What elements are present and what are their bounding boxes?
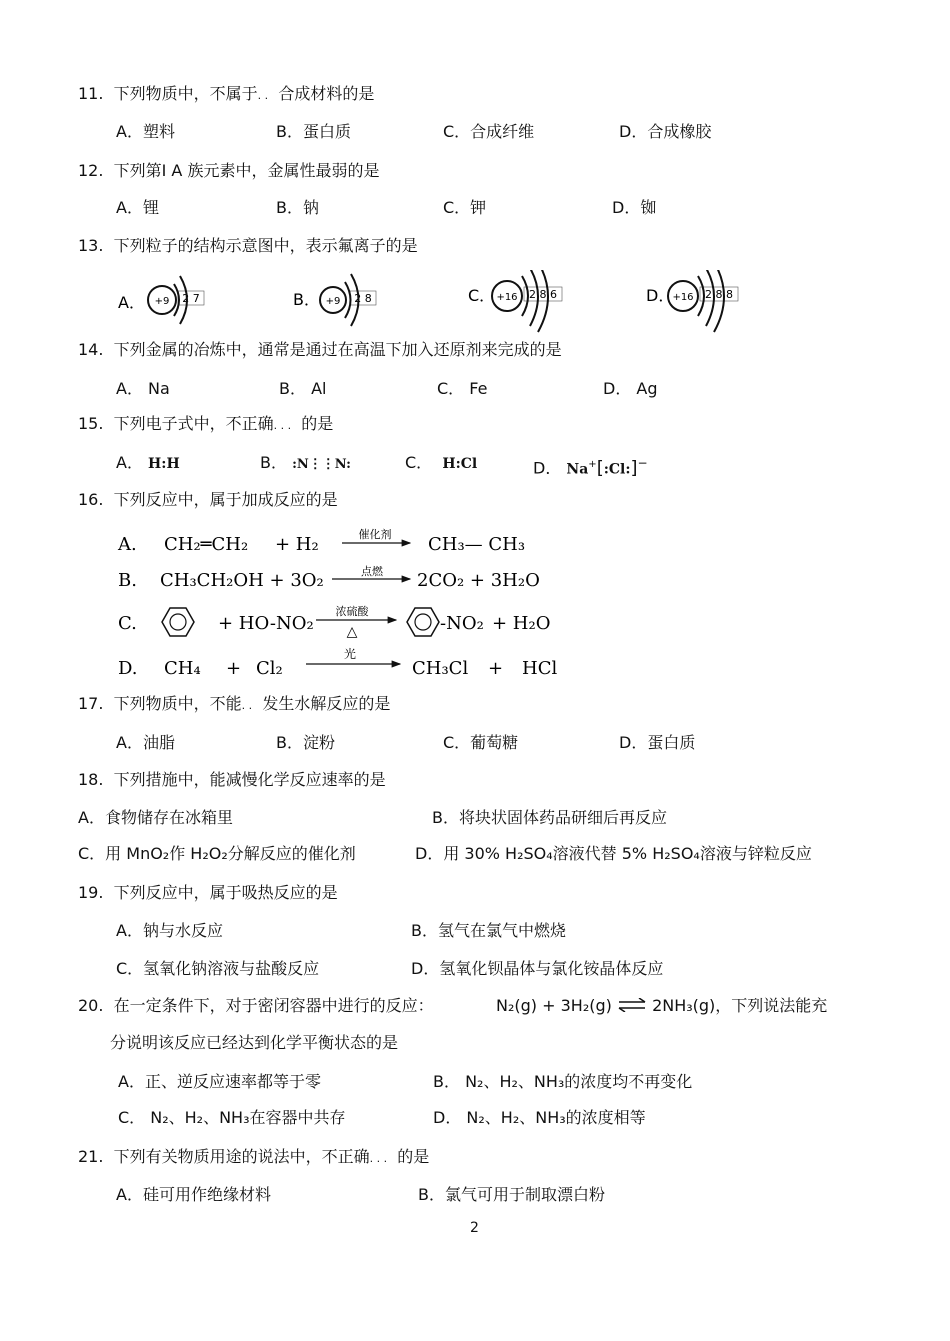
products: 2CO₂ + 3H₂O	[417, 570, 540, 591]
option-a: A．硅可用作绝缘材料	[116, 1185, 271, 1204]
question-15-stem: 15. 下列电子式中，不正确. . . 的是	[78, 414, 334, 433]
question-20-stem: 20. 在一定条件下，对于密闭容器中进行的反应：	[78, 996, 434, 1015]
shell-electrons: 2 7	[182, 292, 200, 305]
nucleus-charge: +9	[154, 296, 170, 307]
question-12-stem: 12. 下列第Ⅰ A 族元素中，金属性最弱的是	[78, 161, 380, 180]
emphasis-dots: . . .	[273, 419, 292, 432]
option-c: C． N₂、H₂、NH₃在容器中共存	[118, 1108, 346, 1127]
option-c: C．合成纤维	[443, 122, 535, 141]
condition-sulfuric-acid: 浓硫酸	[335, 605, 369, 618]
nucleus-charge: +16	[496, 292, 518, 303]
product-chloromethane: CH₃Cl	[412, 658, 469, 679]
option-d-label: D．	[646, 286, 675, 305]
fluoride-ion-diagram	[320, 274, 376, 326]
option-d: D．蛋白质	[619, 733, 696, 752]
fluorine-atom-diagram	[148, 276, 204, 324]
emphasis-dots: . .	[241, 699, 253, 712]
option-c: C． Fe	[437, 379, 488, 398]
option-d: D． Ag	[603, 379, 658, 398]
nitrobenzene-ring-icon	[407, 608, 439, 636]
shell-electrons: 2 8 6	[529, 288, 557, 301]
reactant-methane: CH₄	[164, 658, 201, 679]
reactant-nitric-acid: + HO-NO₂	[218, 613, 314, 634]
question-16-stem: 16. 下列反应中，属于加成反应的是	[78, 490, 338, 509]
option-b: B．氢气在氯气中燃烧	[411, 921, 566, 940]
option-a: A．锂	[116, 198, 159, 217]
reactant-ethylene: CH₂═CH₂	[164, 534, 249, 555]
nucleus-charge: +16	[672, 292, 694, 303]
product-water: + H₂O	[492, 613, 551, 634]
option-b: B．钠	[276, 198, 319, 217]
option-b-label: B．	[293, 290, 320, 309]
question-21-stem: 21. 下列有关物质用途的说法中，不正确. . . 的是	[78, 1147, 430, 1166]
benzene-ring-icon	[162, 608, 194, 636]
option-c-label: C．	[468, 286, 496, 305]
option-a: A．油脂	[116, 733, 175, 752]
option-a-label: A.	[118, 534, 137, 555]
option-a: A．钠与水反应	[116, 921, 223, 940]
option-a-label: A．	[118, 293, 145, 312]
option-c-label: C.	[118, 613, 137, 634]
option-d: D．合成橡胶	[619, 122, 712, 141]
option-b: B．氯气可用于制取漂白粉	[418, 1185, 605, 1204]
question-19-stem: 19. 下列反应中，属于吸热反应的是	[78, 883, 338, 902]
nitro-group: -NO₂	[440, 613, 484, 634]
reactants: CH₃CH₂OH + 3O₂	[160, 570, 324, 591]
condition-ignite: 点燃	[361, 565, 383, 578]
shell-electrons: 2 8	[354, 292, 372, 305]
option-a: A． Na	[116, 379, 170, 398]
option-c: C．钾	[443, 198, 487, 217]
condition-catalyst: 催化剂	[358, 528, 392, 541]
option-c: C． H:Cl	[405, 453, 478, 472]
equilibrium-equation: N₂(g) + 3H₂(g) 2NH₃(g)，下列说法能充	[496, 996, 828, 1015]
option-a: A．食物储存在冰箱里	[78, 808, 233, 827]
option-b: B． :N⋮⋮N:	[260, 453, 351, 472]
question-11-stem: 11. 下列物质中，不属于. . 合成材料的是	[78, 84, 375, 103]
reaction-equations	[110, 522, 580, 687]
option-c: C．氢氧化钠溶液与盐酸反应	[116, 959, 320, 978]
option-c: C．葡萄糖	[443, 733, 519, 752]
option-a: A．正、逆反应速率都等于零	[118, 1072, 321, 1091]
option-b: B．将块状固体药品研细后再反应	[432, 808, 667, 827]
product-hcl: HCl	[522, 658, 558, 679]
option-d: D．用 30% H₂SO₄溶液代替 5% H₂SO₄溶液与锌粒反应	[415, 844, 812, 863]
emphasis-dots: . .	[257, 89, 269, 102]
option-b: B． N₂、H₂、NH₃的浓度均不再变化	[433, 1072, 693, 1091]
question-17-stem: 17. 下列物质中，不能. . 发生水解反应的是	[78, 694, 391, 713]
question-14-stem: 14. 下列金属的冶炼中，通常是通过在高温下加入还原剂来完成的是	[78, 340, 562, 359]
option-d: D． N₂、H₂、NH₃的浓度相等	[433, 1108, 646, 1127]
shell-electrons: 2 8 8	[705, 288, 733, 301]
question-18-stem: 18. 下列措施中，能减慢化学反应速率的是	[78, 770, 386, 789]
plus-sign: +	[488, 658, 504, 679]
equilibrium-arrows-icon	[617, 998, 647, 1012]
option-a: A．塑料	[116, 122, 175, 141]
option-c: C．用 MnO₂作 H₂O₂分解反应的催化剂	[78, 844, 356, 863]
option-d: D． Na+[:Cl:]−	[533, 456, 648, 479]
option-b-label: B.	[118, 570, 137, 591]
option-d-label: D.	[118, 658, 138, 679]
condition-light: 光	[343, 647, 357, 661]
nucleus-charge: +9	[325, 296, 341, 307]
condition-heat: △	[346, 624, 358, 640]
option-b: B．淀粉	[276, 733, 335, 752]
product-ethane: CH₃— CH₃	[428, 534, 526, 555]
question-20-stem-continued: 分说明该反应已经达到化学平衡状态的是	[110, 1033, 399, 1052]
sulfide-ion-diagram	[668, 270, 738, 332]
emphasis-dots: . . .	[369, 1152, 388, 1165]
option-b: B．蛋白质	[276, 122, 351, 141]
option-b: B． Al	[279, 379, 327, 398]
question-13-stem: 13. 下列粒子的结构示意图中，表示氟离子的是	[78, 236, 418, 255]
plus-sign: +	[226, 658, 242, 679]
reactant-hydrogen: + H₂	[275, 534, 319, 555]
option-d: D．氢氧化钡晶体与氯化铵晶体反应	[411, 959, 664, 978]
sulfur-atom-diagram	[492, 270, 562, 332]
option-a: A． H:H	[116, 453, 180, 472]
reactant-chlorine: Cl₂	[256, 658, 283, 679]
atomic-structure-diagrams	[110, 270, 760, 336]
option-d: D．铷	[612, 198, 657, 217]
page-number: 2	[470, 1220, 479, 1236]
